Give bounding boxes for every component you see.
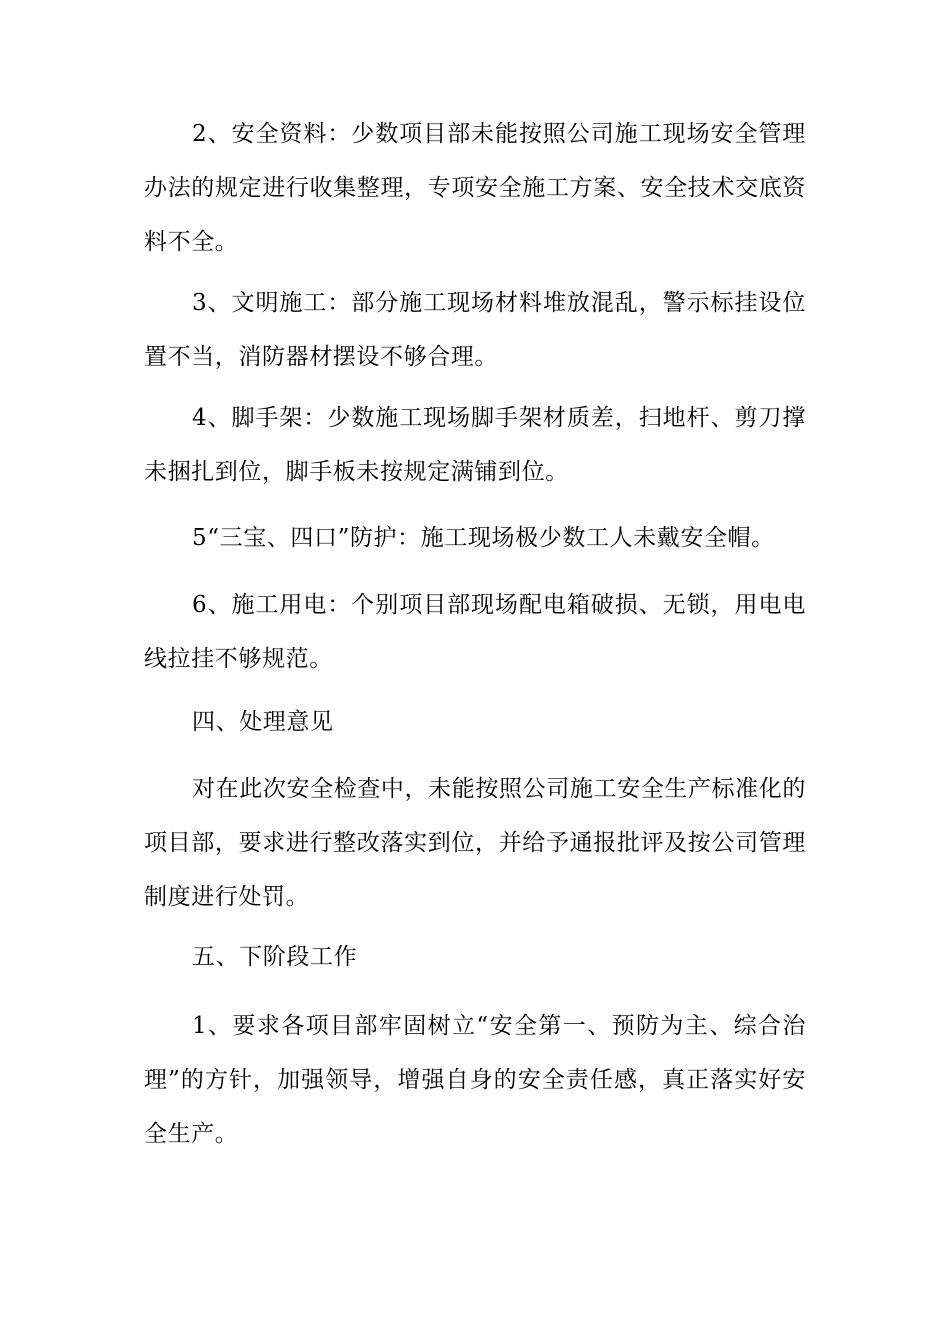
heading-next-stage-work: 五、下阶段工作 xyxy=(192,944,358,970)
heading-handling-opinions: 四、处理意见 xyxy=(192,709,334,735)
paragraph-next-stage-item-1: 1、要求各项目部牢固树立“安全第一、预防为主、综合治理”的方针，加强领导，增强自身的安全责任感，真正落实好安全生产。 xyxy=(144,1013,806,1147)
paragraph-civilized-construction: 3、文明施工：部分施工现场材料堆放混乱，警示标挂设位置不当，消防器材摆设不够合理。 xyxy=(144,290,806,370)
paragraph-construction-electricity: 6、施工用电：个别项目部现场配电箱破损、无锁，用电电线拉挂不够规范。 xyxy=(144,592,806,672)
paragraph-handling-opinions: 对在此次安全检查中，未能按照公司施工安全生产标准化的项目部，要求进行整改落实到位，并给予通报批评及按公司管理制度进行处罚。 xyxy=(144,776,806,910)
paragraph-three-treasures-four-openings: 5“三宝、四口”防护：施工现场极少数工人未戴安全帽。 xyxy=(192,525,775,551)
paragraph-scaffolding: 4、脚手架：少数施工现场脚手架材质差，扫地杆、剪刀撑未捆扎到位，脚手板未按规定满铺到位。 xyxy=(144,405,806,485)
paragraph-safety-documents: 2、安全资料：少数项目部未能按照公司施工现场安全管理办法的规定进行收集整理，专项安全施工方案、安全技术交底资料不全。 xyxy=(144,121,806,255)
